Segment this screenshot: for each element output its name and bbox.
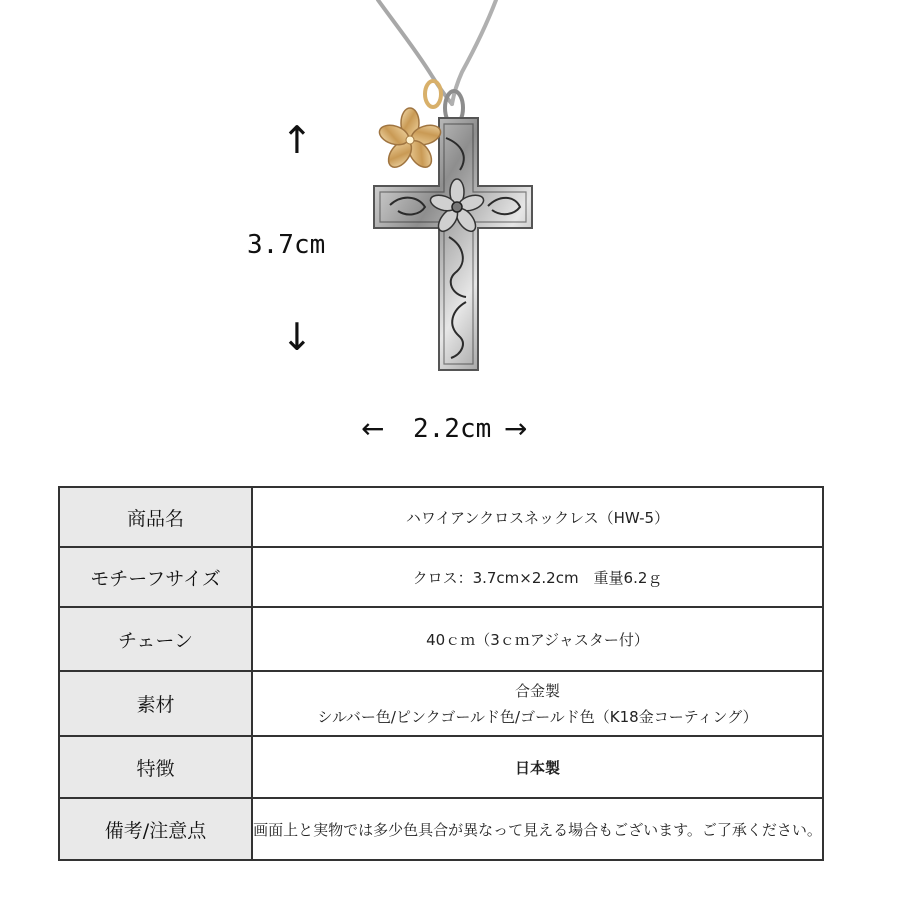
spec-label: 商品名: [59, 487, 252, 547]
arrow-down-icon: ↓: [281, 315, 313, 359]
spec-value-motif-size: クロス：3.7cm×2.2cm 重量6.2ｇ: [252, 547, 823, 607]
table-row: [59, 607, 823, 671]
spec-value-material: [252, 671, 823, 736]
material-line-1: 合金製: [514, 681, 560, 700]
table-row: [59, 671, 823, 736]
gold-flower-charm: [377, 108, 443, 171]
spec-value-chain: 40ｃｍ（3ｃｍアジャスター付）: [252, 607, 823, 671]
table-row: [59, 487, 823, 547]
gold-jump-ring: [425, 81, 441, 107]
width-dimension-label: 2.2cm: [413, 414, 492, 444]
arrow-up-icon: ↑: [281, 118, 313, 162]
spec-value-product-name: ハワイアンクロスネックレス（HW-5）: [252, 487, 823, 547]
spec-label: モチーフサイズ: [59, 547, 252, 607]
spec-value-feature: 日本製: [252, 736, 823, 798]
table-row: [59, 547, 823, 607]
product-spec-table: [58, 486, 824, 861]
spec-label: 特徴: [59, 736, 252, 798]
spec-label: 素材: [59, 671, 252, 736]
arrow-left-icon: ←: [361, 412, 385, 445]
arrow-right-icon: →: [504, 412, 528, 445]
necklace-chain-right: [452, 0, 496, 104]
spec-label: チェーン: [59, 607, 252, 671]
table-row: [59, 798, 823, 860]
spec-value-notes: 画面上と実物では多少色具合が異なって見える場合もございます。ご了承ください。: [252, 798, 823, 860]
height-dimension-label: 3.7cm: [247, 230, 326, 260]
table-row: [59, 736, 823, 798]
material-line-2: シルバー色/ピンクゴールド色/ゴールド色（K18金コーティング）: [317, 707, 758, 726]
spec-label: 備考/注意点: [59, 798, 252, 860]
